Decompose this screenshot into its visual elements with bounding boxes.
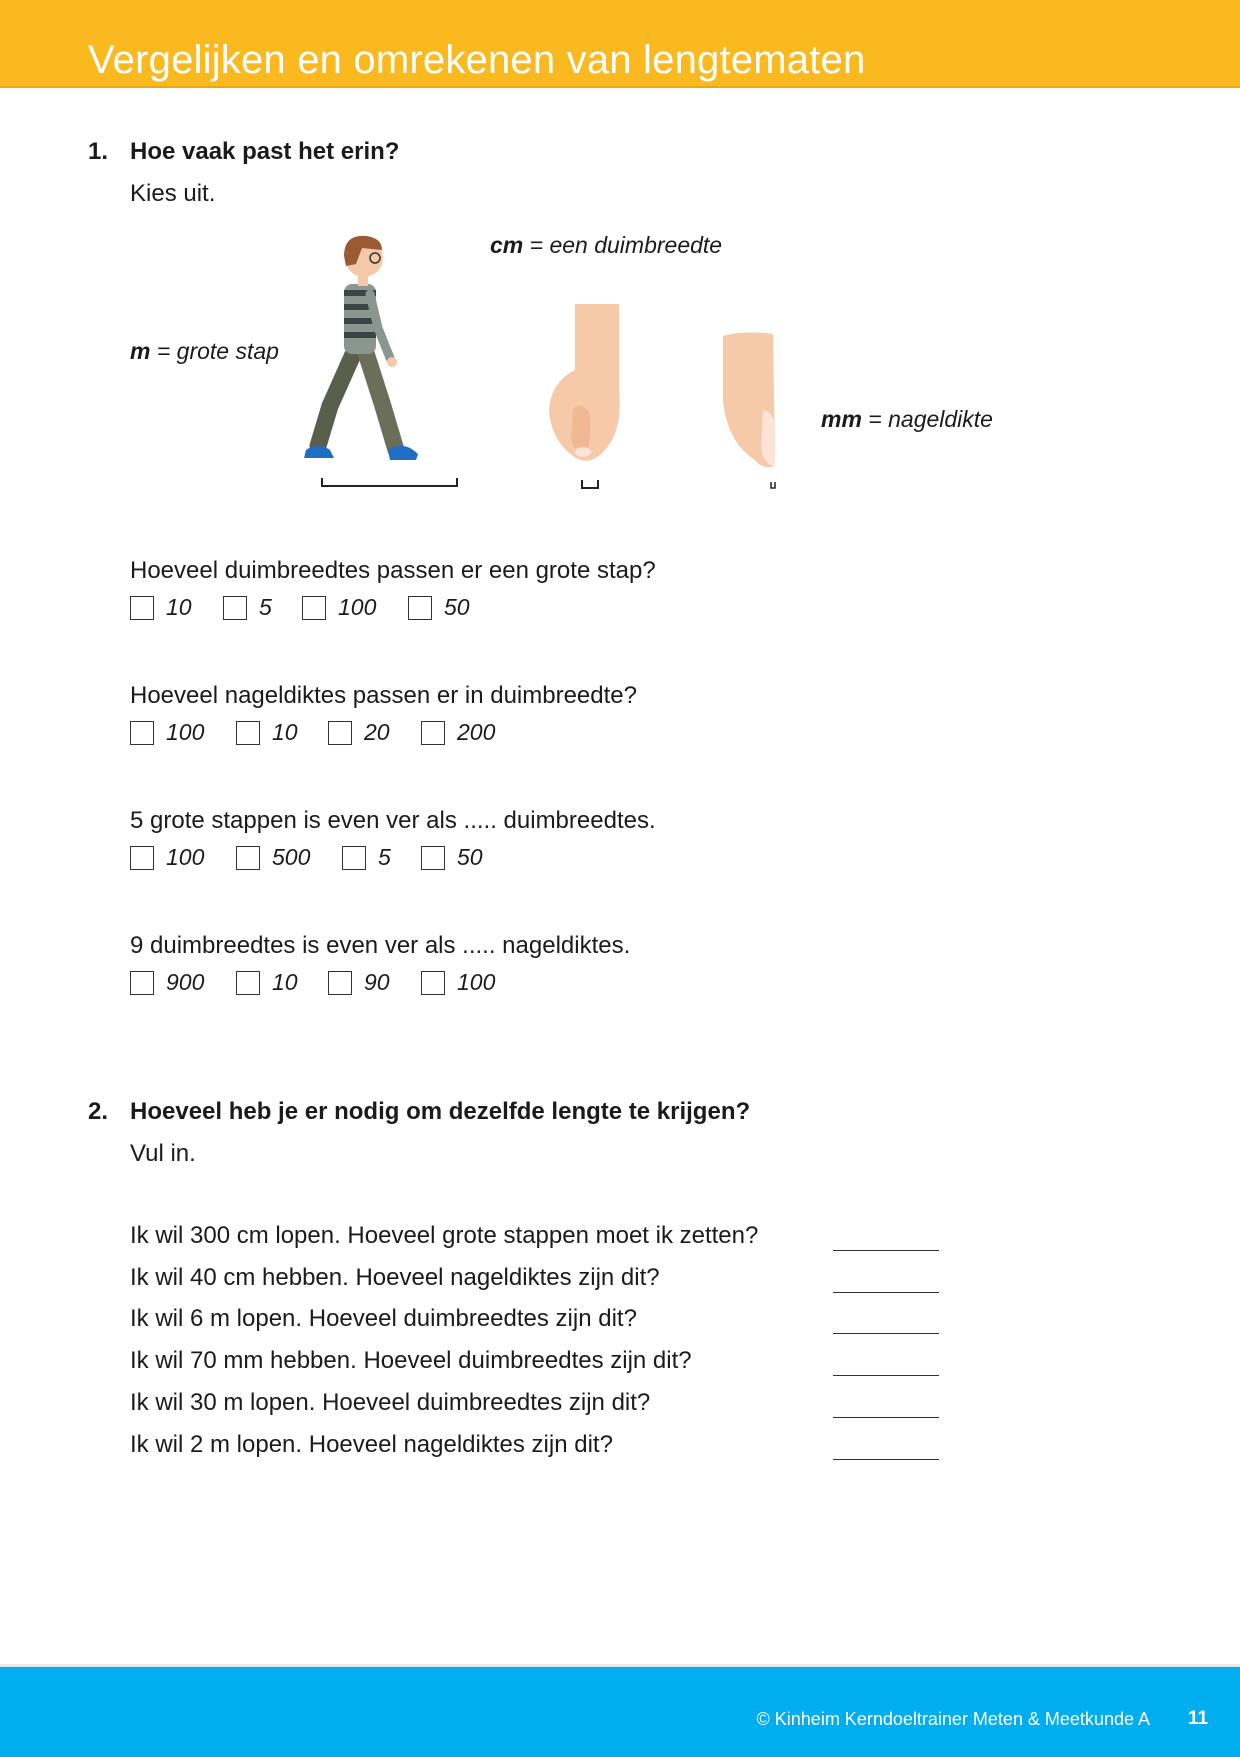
fill-in-question: Ik wil 2 m lopen. Hoeveel nageldiktes zijn dit?: [130, 1431, 613, 1458]
option-1b-4[interactable]: 200: [421, 719, 495, 746]
question-2-title: Hoeveel heb je er nodig om dezelfde lengte te krijgen?: [130, 1098, 751, 1125]
answer-line[interactable]: [833, 1459, 939, 1460]
option-1c-3[interactable]: 5: [342, 844, 391, 871]
checkbox[interactable]: [421, 846, 445, 870]
answer-line[interactable]: [833, 1292, 939, 1293]
fill-in-row: [130, 1222, 940, 1254]
answer-line[interactable]: [833, 1417, 939, 1418]
checkbox[interactable]: [223, 596, 247, 620]
checkbox[interactable]: [236, 721, 260, 745]
page-number: 11: [1188, 1708, 1209, 1729]
checkbox[interactable]: [130, 846, 154, 870]
fill-in-question: Ik wil 70 mm hebben. Hoeveel duimbreedtes zijn dit?: [130, 1347, 692, 1374]
checkbox[interactable]: [236, 971, 260, 995]
option-1a-1[interactable]: 10: [130, 594, 192, 621]
label-centimeter: [490, 232, 722, 259]
question-1-instruction: Kies uit.: [130, 180, 216, 207]
copyright-text: © Kinheim Kerndoeltrainer Meten & Meetkunde A: [756, 1709, 1150, 1729]
fill-in-row: [130, 1347, 940, 1379]
option-1d-4[interactable]: 100: [421, 969, 495, 996]
fill-in-row: [130, 1305, 940, 1337]
checkbox[interactable]: [236, 846, 260, 870]
fill-in-row: [130, 1264, 940, 1296]
answer-line[interactable]: [833, 1250, 939, 1251]
fill-in-question: Ik wil 6 m lopen. Hoeveel duimbreedtes zijn dit?: [130, 1305, 637, 1332]
thumb-illustration: [545, 300, 625, 490]
checkbox[interactable]: [421, 721, 445, 745]
option-1a-2[interactable]: 5: [223, 594, 272, 621]
page-header: [0, 0, 1240, 88]
option-1d-3[interactable]: 90: [328, 969, 390, 996]
label-meter: [130, 338, 279, 365]
label-millimeter-text: = nageldikte: [868, 406, 993, 432]
option-1b-2[interactable]: 10: [236, 719, 298, 746]
question-2-instruction: Vul in.: [130, 1140, 196, 1167]
question-1-title: Hoe vaak past het erin?: [130, 138, 400, 165]
option-1c-2[interactable]: 500: [236, 844, 310, 871]
walking-person-illustration: [300, 228, 480, 490]
page-title: Vergelijken en omrekenen van lengtematen: [88, 38, 866, 82]
checkbox[interactable]: [302, 596, 326, 620]
checkbox[interactable]: [421, 971, 445, 995]
question-1d-text: 9 duimbreedtes is even ver als ..... nageldiktes.: [130, 932, 631, 959]
option-1b-3[interactable]: 20: [328, 719, 390, 746]
option-1a-4[interactable]: 50: [408, 594, 470, 621]
option-1c-1[interactable]: 100: [130, 844, 204, 871]
option-1c-4[interactable]: 50: [421, 844, 483, 871]
label-centimeter-text: = een duimbreedte: [529, 232, 723, 258]
answer-line[interactable]: [833, 1375, 939, 1376]
option-1d-1[interactable]: 900: [130, 969, 204, 996]
checkbox[interactable]: [328, 971, 352, 995]
label-centimeter-unit: cm: [490, 232, 524, 258]
option-1b-1[interactable]: 100: [130, 719, 204, 746]
option-1a-3[interactable]: 100: [302, 594, 376, 621]
fill-in-row: [130, 1431, 940, 1463]
label-millimeter: [821, 406, 993, 433]
fill-in-row: [130, 1389, 940, 1421]
checkbox[interactable]: [130, 971, 154, 995]
label-millimeter-unit: mm: [821, 406, 862, 432]
question-1b-text: Hoeveel nageldiktes passen er in duimbreedte?: [130, 682, 637, 709]
question-1-number: 1.: [88, 138, 109, 165]
checkbox[interactable]: [130, 596, 154, 620]
checkbox[interactable]: [130, 721, 154, 745]
checkbox[interactable]: [342, 846, 366, 870]
fingernail-illustration: [715, 330, 785, 490]
fill-in-question: Ik wil 40 cm hebben. Hoeveel nageldiktes zijn dit?: [130, 1264, 660, 1291]
answer-line[interactable]: [833, 1333, 939, 1334]
label-meter-unit: m: [130, 338, 151, 364]
checkbox[interactable]: [328, 721, 352, 745]
fill-in-question: Ik wil 300 cm lopen. Hoeveel grote stappen moet ik zetten?: [130, 1222, 759, 1249]
label-meter-text: = grote stap: [156, 338, 279, 364]
question-1c-text: 5 grote stappen is even ver als ..... duimbreedtes.: [130, 807, 656, 834]
page-footer: [0, 1664, 1240, 1757]
question-2-number: 2.: [88, 1098, 109, 1125]
fill-in-question: Ik wil 30 m lopen. Hoeveel duimbreedtes zijn dit?: [130, 1389, 651, 1416]
question-1a-text: Hoeveel duimbreedtes passen er een grote stap?: [130, 557, 656, 584]
option-1d-2[interactable]: 10: [236, 969, 298, 996]
checkbox[interactable]: [408, 596, 432, 620]
